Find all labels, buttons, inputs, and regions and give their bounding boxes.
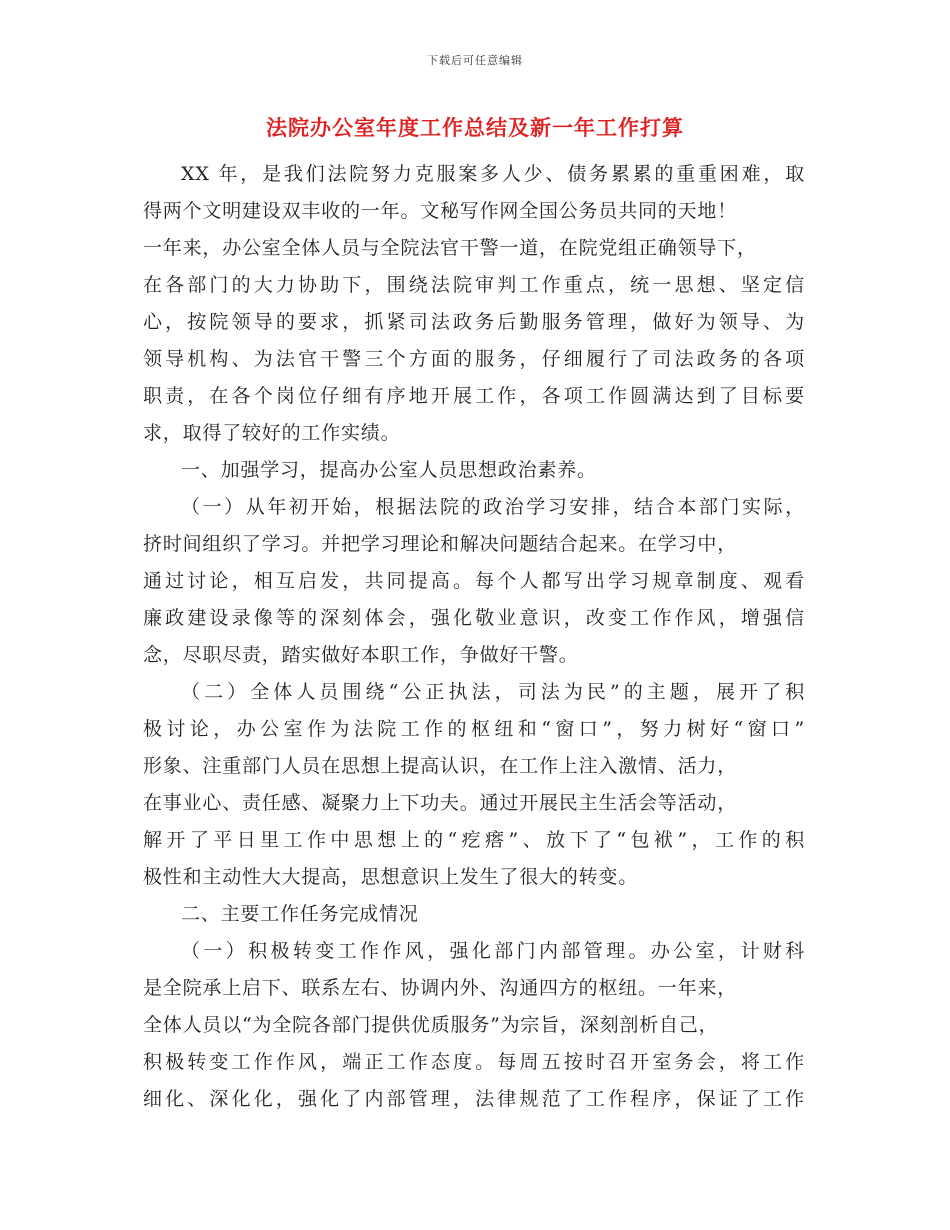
text-line: 细化、深化化，强化了内部管理，法律规范了工作程序，保证了工作 xyxy=(143,1088,805,1110)
text-line: 挤时间组织了学习。并把学习理论和解决问题结合起来。在学习中， xyxy=(143,533,738,555)
page-header: 下载后可任意编辑 xyxy=(427,54,523,67)
text-line: 心，按院领导的要求，抓紧司法政务后勤服务管理，做好为领导、为 xyxy=(143,311,805,333)
text-line: 在各部门的大力协助下，围绕法院审判工作重点，统一思想、坚定信 xyxy=(143,274,805,296)
text-line: 得两个文明建设双丰收的一年。文秘写作网全国公务员共同的天地！ xyxy=(143,200,738,222)
text-line: 求，取得了较好的工作实绩。 xyxy=(143,422,401,444)
text-line: 念，尽职尽责，踏实做好本职工作，争做好干警。 xyxy=(143,644,579,666)
text-line: 一年来，办公室全体人员与全院法官干警一道，在院党组正确领导下， xyxy=(143,237,757,259)
text-line: （一）积极转变工作作风，强化部门内部管理。办公室，计财科 xyxy=(181,940,805,962)
text-line: 领导机构、为法官干警三个方面的服务，仔细履行了司法政务的各项 xyxy=(143,348,805,370)
text-line: 廉政建设录像等的深刻体会，强化敬业意识，改变工作作风，增强信 xyxy=(143,607,805,629)
text-line: XX 年，是我们法院努力克服案多人少、债务累累的重重困难，取 xyxy=(181,163,805,185)
text-line: 职责，在各个岗位仔细有序地开展工作，各项工作圆满达到了目标要 xyxy=(143,385,805,407)
text-line: 是全院承上启下、联系左右、协调内外、沟通四方的枢纽。一年来， xyxy=(143,977,738,999)
text-line: 二、主要工作任务完成情况 xyxy=(181,903,419,925)
text-line: 通过讨论，相互启发，共同提高。每个人都写出学习规章制度、观看 xyxy=(143,570,805,592)
text-line: 在事业心、责任感、凝聚力上下功夫。通过开展民主生活会等活动， xyxy=(143,792,738,814)
text-line: （二）全体人员围绕“公正执法，司法为民”的主题，展开了积 xyxy=(181,681,805,703)
document-body xyxy=(143,156,805,1118)
text-line: 形象、注重部门人员在思想上提高认识，在工作上注入激情、活力， xyxy=(143,755,738,777)
text-line: 极讨论，办公室作为法院工作的枢纽和“窗口”，努力树好“窗口” xyxy=(143,718,805,740)
document-title: 法院办公室年度工作总结及新一年工作打算 xyxy=(266,115,684,140)
text-line: （一）从年初开始，根据法院的政治学习安排，结合本部门实际， xyxy=(181,496,805,518)
text-line: 极性和主动性大大提高，思想意识上发生了很大的转变。 xyxy=(143,866,639,888)
text-line: 一、加强学习，提高办公室人员思想政治素养。 xyxy=(181,459,597,481)
text-line: 全体人员以“为全院各部门提供优质服务”为宗旨，深刻剖析自己， xyxy=(143,1014,719,1036)
text-line: 解开了平日里工作中思想上的“疙瘩”、放下了“包袱”，工作的积 xyxy=(143,829,805,851)
text-line: 积极转变工作作风，端正工作态度。每周五按时召开室务会，将工作 xyxy=(143,1051,805,1073)
